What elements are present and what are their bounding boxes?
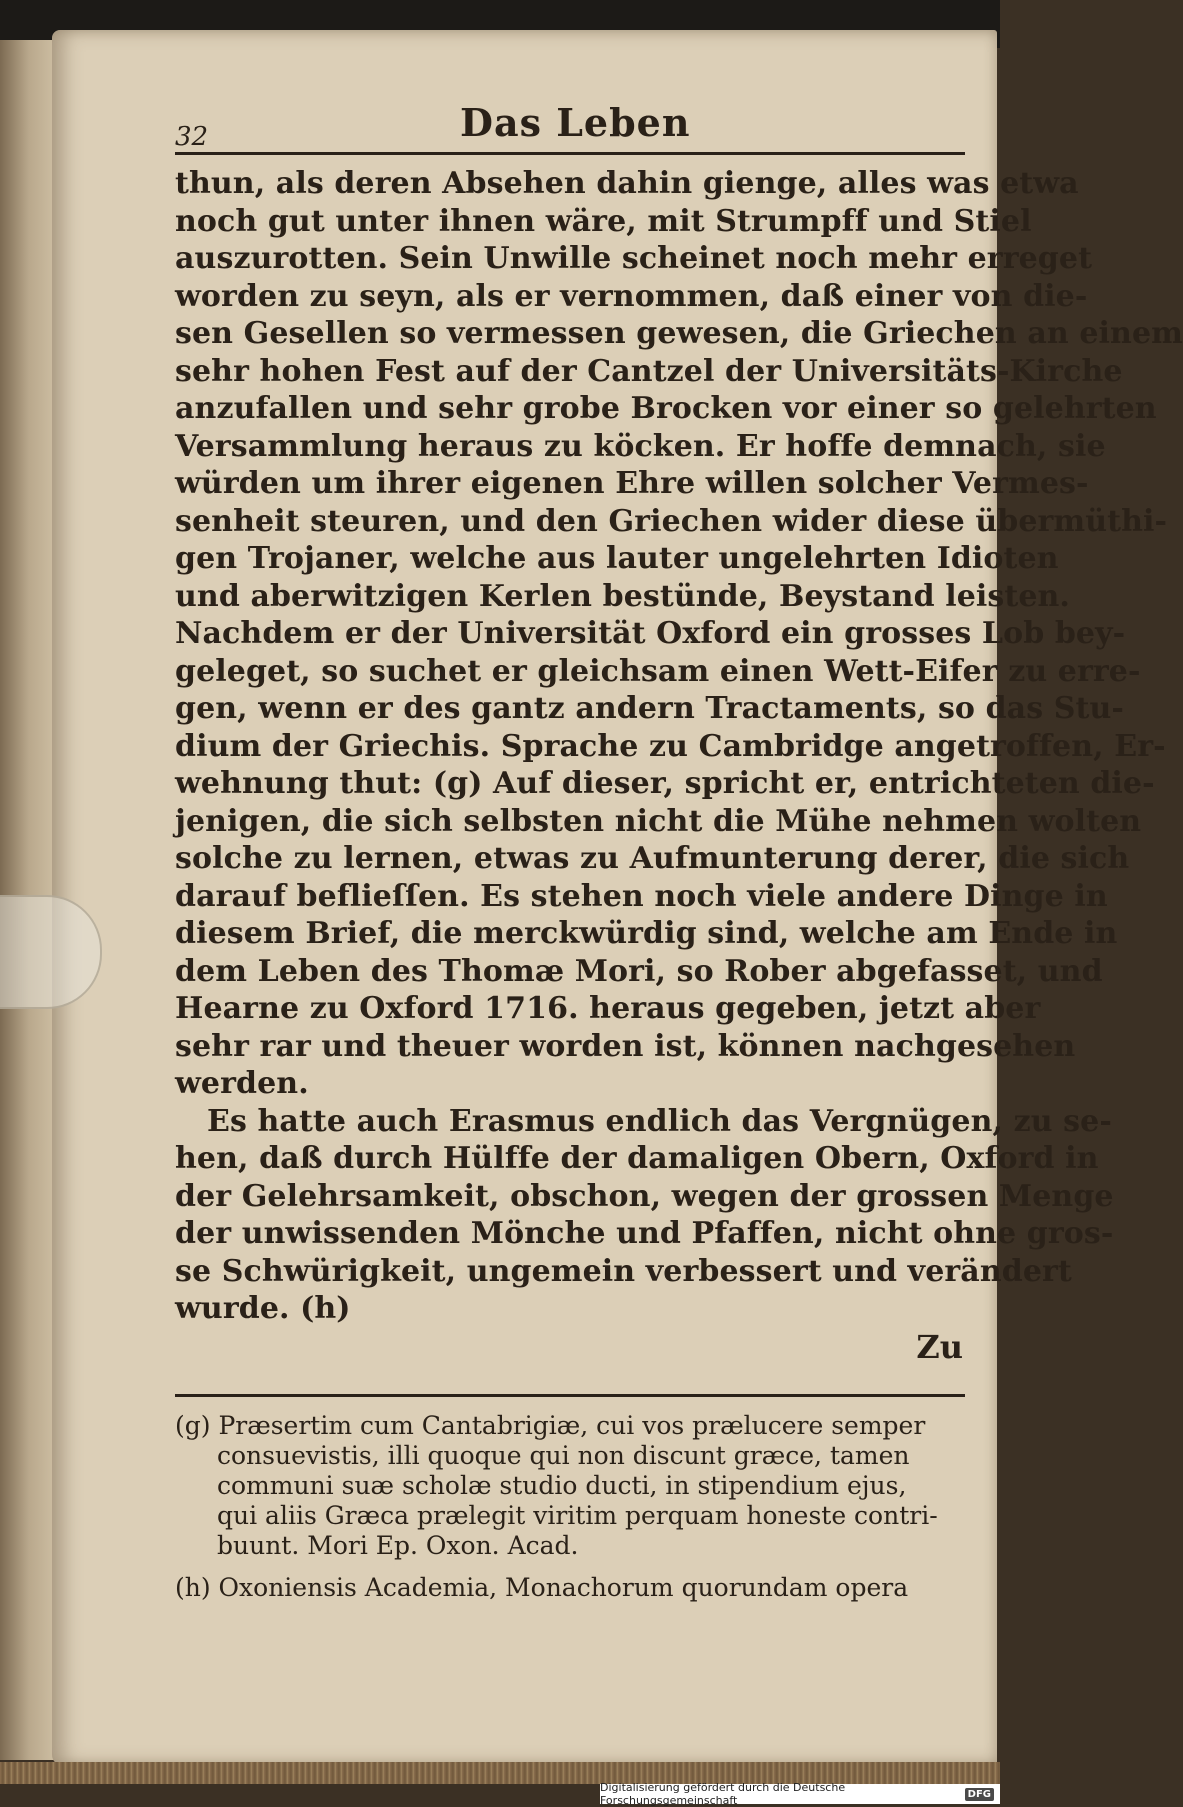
text-line: sehr hohen Fest auf der Cantzel der Universitäts-Kirche [175, 353, 1123, 389]
running-title: Das Leben [460, 100, 691, 145]
text-line: dem Leben des Thomæ Mori, so Rober abgefasset, und [175, 953, 1103, 989]
text-line: Versammlung heraus zu köcken. Er hoffe demnach, sie [175, 428, 1106, 464]
page-content [175, 100, 1183, 1603]
page-clip [0, 895, 102, 1009]
digitization-credit-bar [600, 1781, 1000, 1807]
text-line: gen, wenn er des gantz andern Tractaments, so das Stu- [175, 691, 1124, 726]
header-rule [175, 152, 965, 155]
text-line: werden. [175, 1066, 309, 1101]
text-line: würden um ihrer eigenen Ehre willen solcher Vermes- [175, 466, 1089, 501]
text-line: solche zu lernen, etwas zu Aufmunterung derer, die sich [175, 841, 1130, 876]
text-line: se Schwürigkeit, ungemein verbessert und verändert [175, 1253, 1072, 1289]
footnote-g-line: (g) Præsertim cum Cantabrigiæ, cui vos prælucere semper [175, 1410, 926, 1440]
page-number: 32 [175, 122, 209, 152]
text-line: Hearne zu Oxford 1716. heraus gegeben, jetzt aber [175, 991, 1041, 1026]
footnote-g-line: buunt. Mori Ep. Oxon. Acad. [217, 1530, 579, 1560]
text-line: gen Trojaner, welche aus lauter ungelehrten Idioten [175, 541, 1059, 576]
footnotes [175, 1411, 975, 1603]
text-line: senheit steuren, und den Griechen wider diese übermüthi- [175, 503, 1168, 539]
text-line: worden zu seyn, als er vernommen, daß einer von die- [175, 278, 1088, 314]
text-line: sen Gesellen so vermessen gewesen, die Griechen an einem [175, 316, 1183, 351]
text-line: wurde. (h) [175, 1291, 351, 1326]
text-line: jenigen, die sich selbsten nicht die Mühe nehmen wolten [175, 803, 1142, 839]
text-line: darauf beflieſſen. Es stehen noch viele andere Dinge in [175, 878, 1108, 914]
text-line: diesem Brief, die merckwürdig sind, welche am Ende in [175, 916, 1118, 951]
text-line: sehr rar und theuer worden ist, können nachgesehen [175, 1028, 1076, 1064]
text-line: dium der Griechis. Sprache zu Cambridge angetroffen, Er- [175, 728, 1166, 764]
text-line: noch gut unter ihnen wäre, mit Strumpff und Stiel [175, 203, 1032, 239]
text-line: Es hatte auch Erasmus endlich das Vergnügen, zu se- [207, 1103, 1112, 1139]
dfg-logo: DFG [965, 1788, 994, 1801]
footnote-rule [175, 1394, 965, 1397]
running-head [175, 100, 975, 150]
text-line: und aberwitzigen Kerlen bestünde, Beystand leisten. [175, 578, 1070, 614]
catchword-row [175, 1328, 975, 1386]
footnote-g-line: communi suæ scholæ studio ducti, in stipendium ejus, [217, 1470, 907, 1500]
text-line: geleget, so suchet er gleichsam einen Wett-Eifer zu erre- [175, 653, 1141, 689]
text-line: hen, daß durch Hülffe der damaligen Obern, Oxford in [175, 1141, 1099, 1176]
text-line: auszurotten. Sein Unwille scheinet noch mehr erreget [175, 241, 1093, 276]
digitization-credit: Digitalisierung gefördert durch die Deutsche Forschungsgemeinschaft [600, 1781, 846, 1807]
text-line: der Gelehrsamkeit, obschon, wegen der grossen Menge [175, 1178, 1114, 1214]
footnote-g-line: qui aliis Græca prælegit viritim perquam honeste contri- [217, 1500, 938, 1530]
text-line: thun, als deren Absehen dahin gienge, alles was etwa [175, 166, 1079, 201]
text-line: Nachdem er der Universität Oxford ein grosses Lob bey- [175, 616, 1126, 651]
text-line: der unwissenden Mönche und Pfaffen, nicht ohne gros- [175, 1216, 1114, 1251]
main-text [175, 165, 1183, 1328]
text-line: anzufallen und sehr grobe Brocken vor einer so gelehrten [175, 391, 1157, 426]
text-line: wehnung thut: (g) Auf dieser, spricht er, entrichteten die- [175, 766, 1155, 801]
footnote-g-line: consuevistis, illi quoque qui non discunt græce, tamen [217, 1440, 910, 1470]
catchword: Zu [916, 1327, 963, 1366]
footnote-h-line: (h) Oxoniensis Academia, Monachorum quorundam opera [175, 1572, 909, 1602]
